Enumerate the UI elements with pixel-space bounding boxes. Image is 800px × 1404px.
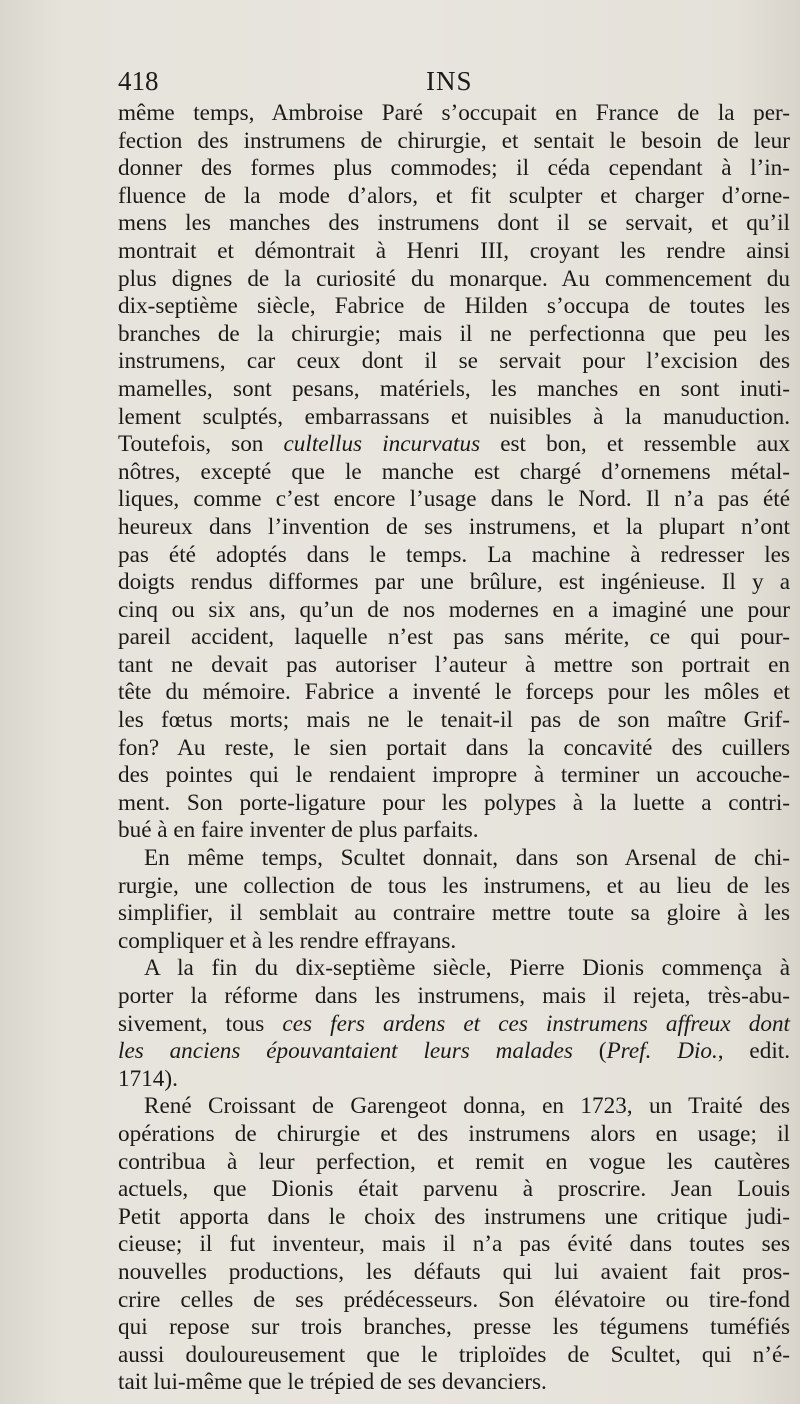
text-run: même temps, Ambroise Paré s’occupait en France de la per-: [118, 100, 790, 126]
running-head: INS: [426, 66, 473, 96]
text-line: [118, 210, 790, 238]
text-line: [118, 155, 790, 183]
italic-text: Pref. Dio.: [606, 1038, 718, 1065]
text-line: [118, 707, 790, 735]
text-run: sivement, tous: [118, 1010, 283, 1037]
text-run: actuels, que Dionis était parvenu à proscrire. Jean Louis: [118, 1176, 790, 1203]
text-line: [118, 1066, 790, 1094]
text-line: [118, 597, 790, 625]
text-run: montrait et démontrait à Henri III, croyant les rendre ainsi: [118, 237, 790, 264]
text-run: pas été adoptés dans le temps. La machine à redresser les: [118, 541, 790, 568]
text-line: [118, 735, 790, 763]
text-run: doigts rendus difformes par une brûlure, est ingénieuse. Il y a: [118, 569, 790, 596]
text-run: contribua à leur perfection, et remit en vogue les cautères: [118, 1148, 790, 1175]
text-line: [118, 762, 790, 790]
text-run: crire celles de ses prédécesseurs. Son élévatoire ou tire-fond: [118, 1286, 790, 1313]
text-run: rurgie, une collection de tous les instrumens, et au lieu de les: [118, 872, 790, 899]
text-run: cieuse; il fut inventeur, mais il n’a pas évité dans toutes ses: [118, 1231, 790, 1258]
page-number: 418: [118, 66, 159, 96]
text-line: [118, 1038, 790, 1066]
text-line: [118, 1259, 790, 1287]
text-run: liques, comme c’est encore l’usage dans le Nord. Il n’a pas été: [118, 486, 790, 513]
text-line: [118, 542, 790, 570]
text-line: [118, 1369, 790, 1397]
text-line: [118, 183, 790, 211]
text-run: nouvelles productions, les défauts qui lui avaient fait pros-: [118, 1258, 790, 1285]
text-run: des pointes qui le rendaient impropre à terminer un accouche-: [118, 762, 790, 789]
text-run: heureux dans l’invention de ses instrumens, et la plupart n’ont: [118, 513, 790, 540]
text-run: fection des instrumens de chirurgie, et sentait le besoin de leur: [118, 127, 790, 154]
text-run: porter la réforme dans les instrumens, mais il rejeta, très-abu-: [118, 983, 790, 1009]
italic-text: cultellus incurvatus: [283, 431, 481, 458]
text-run: En même temps, Scultet donnait, dans son Arsenal de chi-: [144, 845, 790, 872]
text-line: [118, 514, 790, 542]
italic-text: ces fers ardens et ces instrumens affreux dont: [282, 1010, 791, 1037]
text-line: [118, 404, 790, 432]
text-line: [118, 679, 790, 707]
page-header: [118, 66, 794, 100]
text-run: compliquer et à les rendre effrayans.: [118, 927, 457, 954]
text-line: [118, 348, 790, 376]
text-line: [118, 266, 790, 294]
text-run: Toutefois, son: [118, 431, 284, 458]
text-line: [118, 1093, 790, 1121]
text-line: [118, 376, 790, 404]
text-run: simplifier, il semblait au contraire mettre toute sa gloire à les: [118, 900, 790, 927]
text-run: René Croissant de Garengeot donna, en 1723, un Traité des: [144, 1093, 790, 1120]
text-run: tant ne devait pas autoriser l’auteur à mettre son portrait en: [118, 651, 790, 678]
text-run: A la fin du dix-septième siècle, Pierre Dionis commença à: [144, 955, 790, 982]
text-line: [118, 873, 790, 901]
text-line: [118, 1314, 790, 1342]
italic-text: les anciens épouvantaient leurs malades: [118, 1038, 573, 1065]
text-run: est bon, et ressemble aux: [480, 431, 790, 458]
text-line: [118, 128, 790, 156]
text-run: fluence de la mode d’alors, et fit sculpter et charger d’orne-: [118, 182, 790, 209]
text-line: [118, 1287, 790, 1315]
text-run: mens les manches des instrumens dont il se servait, et qu’il: [118, 210, 790, 237]
text-run: mamelles, sont pesans, matériels, les manches en sont inuti-: [118, 375, 790, 402]
text-line: [118, 1149, 790, 1177]
text-run: opérations de chirurgie et des instrumens alors en usage; il: [118, 1120, 790, 1147]
text-run: aussi douloureusement que le triploïdes de Scultet, qui n’é-: [118, 1341, 790, 1368]
text-line: [118, 900, 790, 928]
text-line: [118, 845, 790, 873]
text-line: [118, 459, 790, 487]
text-run: ment. Son porte-ligature pour les polypes à la luette a contri-: [118, 789, 790, 816]
text-line: [118, 817, 790, 845]
text-run: bué à en faire inventer de plus parfaits.: [118, 817, 479, 844]
text-line: [118, 238, 790, 266]
text-line: [118, 486, 790, 514]
text-run: lement sculptés, embarrassans et nuisibles à la manuduction.: [118, 403, 790, 430]
text-run: tête du mémoire. Fabrice a inventé le forceps pour les môles et: [118, 679, 790, 706]
text-run: tait lui-même que le trépied de ses devanciers.: [118, 1369, 547, 1396]
text-line: [118, 569, 790, 597]
text-line: [118, 1231, 790, 1259]
text-run: dix-septième siècle, Fabrice de Hilden s’occupa de toutes les: [118, 293, 790, 320]
text-run: donner des formes plus commodes; il céda cependant à l’in-: [118, 155, 790, 182]
text-line: [118, 624, 790, 652]
text-run: (: [572, 1038, 607, 1065]
text-line: [118, 293, 790, 321]
text-run: fon? Au reste, le sien portait dans la concavité des cuillers: [118, 734, 790, 761]
text-line: [118, 1176, 790, 1204]
text-line: [118, 955, 790, 983]
text-run: cinq ou six ans, qu’un de nos modernes en a imaginé une pour: [118, 596, 790, 623]
text-line: [118, 1342, 790, 1370]
text-line: [118, 321, 790, 349]
text-run: pareil accident, laquelle n’est pas sans mérite, ce qui pour-: [118, 624, 790, 651]
text-run: qui repose sur trois branches, presse les tégumens tuméfiés: [118, 1314, 790, 1341]
text-run: , edit.: [717, 1038, 790, 1065]
text-line: [118, 790, 790, 818]
text-line: [118, 928, 790, 956]
text-run: branches de la chirurgie; mais il ne perfectionna que peu les: [118, 320, 790, 347]
text-run: instrumens, car ceux dont il se servait pour l’excision des: [118, 348, 790, 375]
text-run: nôtres, excepté que le manche est chargé d’ornemens métal-: [118, 458, 790, 485]
text-line: [118, 431, 790, 459]
text-run: Petit apporta dans le choix des instrumens une critique judi-: [118, 1203, 790, 1230]
text-line: [118, 652, 790, 680]
text-line: [118, 983, 790, 1011]
text-run: plus dignes de la curiosité du monarque. Au commencement du: [118, 265, 790, 292]
text-run: 1714).: [118, 1065, 178, 1092]
text-line: [118, 100, 790, 128]
body-text: [118, 100, 790, 1397]
text-run: les fœtus morts; mais ne le tenait-il pas de son maître Grif-: [118, 707, 790, 734]
text-line: [118, 1204, 790, 1232]
text-line: [118, 1121, 790, 1149]
text-line: [118, 1011, 790, 1039]
